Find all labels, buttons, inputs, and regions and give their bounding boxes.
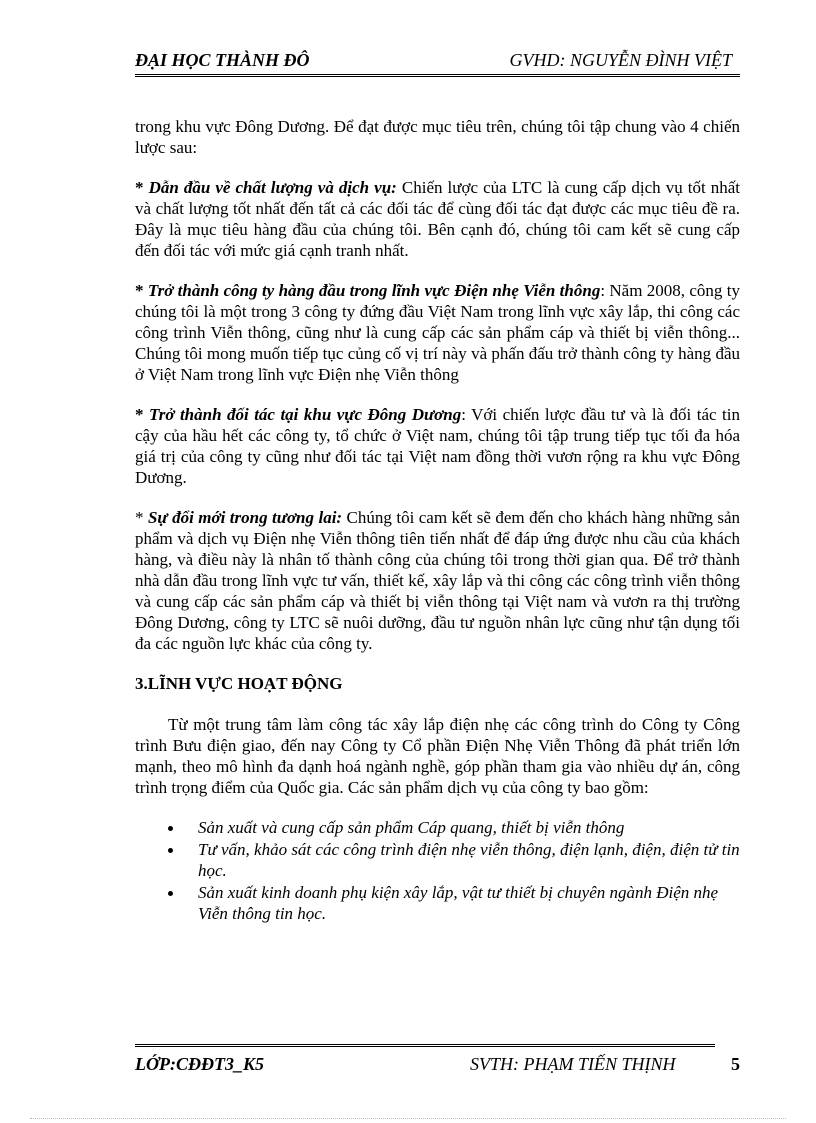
strategy-body: : Năm 2008, công ty chúng tôi là một trong 3 công ty đứng đầu Việt Nam trong lĩnh vực xây lắp, thi công các công trình Viễn thông, cũng như là cung cấp các sản phẩm cáp và thiết bị viễn thông... Chúng tôi mong muốn tiếp tục củng cố vị trí này và phấn đấu trở thành công ty hàng đầu ở Việt Nam trong lĩnh vực Điện nhẹ Viễn thông [135,281,740,384]
section-paragraph: Từ một trung tâm làm công tác xây lắp điện nhẹ các công trình do Công ty Công trình Bưu điện giao, đến nay Công ty Cổ phần Điện Nhẹ Viễn Thông đã phát triển lớn mạnh, theo mô hình đa dạnh hoá ngành nghề, góp phần tham gia vào nhiều dự án, công trình trọng điểm của Quốc gia. Các sản phẩm dịch vụ của công ty bao gồm: [135,715,740,797]
list-item [135,882,740,924]
strategy-title: Trở thành đối tác tại khu vực Đông Dương [148,405,462,424]
strategy-star: * [135,405,149,424]
page-edge-divider [30,1118,786,1119]
service-text: Sản xuất và cung cấp sản phẩm Cáp quang, thiết bị viễn thông [198,818,625,837]
intro-paragraph: trong khu vực Đông Dương. Để đạt được mục tiêu trên, chúng tôi tập chung vào 4 chiến lược sau: [135,117,740,157]
strategy-paragraph [135,404,740,488]
service-text: Sản xuất kinh doanh phụ kiện xây lắp, vật tư thiết bị chuyên ngành Điện nhẹ Viễn thông tin học. [198,883,719,923]
services-list [135,817,740,924]
advisor-name: GVHD: NGUYỄN ĐÌNH VIỆT [509,50,732,70]
class-label: LỚP:CĐĐT3_K5 [135,1054,264,1074]
school-name: ĐẠI HỌC THÀNH ĐÔ [135,50,310,70]
strategy-paragraph [135,280,740,385]
document-body [135,116,740,925]
strategy-star: * [135,178,149,197]
page-footer [135,1054,740,1078]
strategy-star: * [135,281,148,300]
page-number: 5 [731,1054,740,1074]
list-item [135,817,740,838]
bullet-icon [168,826,173,831]
bullet-icon [168,848,173,853]
strategy-paragraph [135,177,740,261]
strategy-title: Dẫn đầu về chất lượng và dịch vụ: [148,178,397,197]
service-text: Tư vấn, khảo sát các công trình điện nhẹ viễn thông, điện lạnh, điện, điện tử tin học. [198,840,740,880]
list-item [135,839,740,881]
strategy-body: Chúng tôi cam kết sẽ đem đến cho khách hàng những sản phẩm và dịch vụ Điện nhẹ Viễn thông tiên tiến nhất để đáp ứng được nhu cầu của khách hàng, và điều này là nhân tố thành công của chúng tôi trong thời gian qua. Để trở thành nhà dẫn đầu trong lĩnh vực tư vấn, thiết kế, xây lắp và thi công các công trình viễn thông và cung cấp các sản phẩm cáp và thiết bị viễn thông tại Việt nam và vươn ra thị trường Đông Dương, công ty LTC sẽ nuôi dưỡng, đầu tư nguồn nhân lực cũng như tận dụng tối đa các nguồn lực khác của công ty. [135,508,741,653]
student-name: SVTH: PHẠM TIẾN THỊNH [470,1054,676,1074]
section-heading: 3.LĨNH VỰC HOẠT ĐỘNG [135,674,343,693]
footer-divider [135,1044,715,1052]
strategy-body: Chiến lược của LTC là cung cấp dịch vụ tốt nhất và chất lượng tốt nhất đến tất cả các đối tác để cùng đối tác đạt được các mục tiêu đề ra. Đây là mục tiêu hàng đầu của chúng tôi. Bên cạnh đó, chúng tôi cam kết sẽ cung cấp đến đối tác với mức giá cạnh tranh nhất. [135,178,741,260]
bullet-icon [168,891,173,896]
strategy-title: Sự đổi mới trong tương lai: [147,508,343,527]
strategy-star: * [135,508,148,527]
page-header [135,50,740,77]
strategy-paragraph [135,507,740,654]
strategy-title: Trở thành công ty hàng đầu trong lĩnh vực Điện nhẹ Viễn thông [147,281,601,300]
strategy-body: : Với chiến lược đầu tư và là đối tác tin cậy của hầu hết các công ty, tổ chức ở Việt nam, chúng tôi tập trung tiếp tục tối đa hóa giá trị của công ty cũng như đối tác tại Việt nam đồng thời vươn rộng ra khu vực Đông Dương. [135,405,740,487]
